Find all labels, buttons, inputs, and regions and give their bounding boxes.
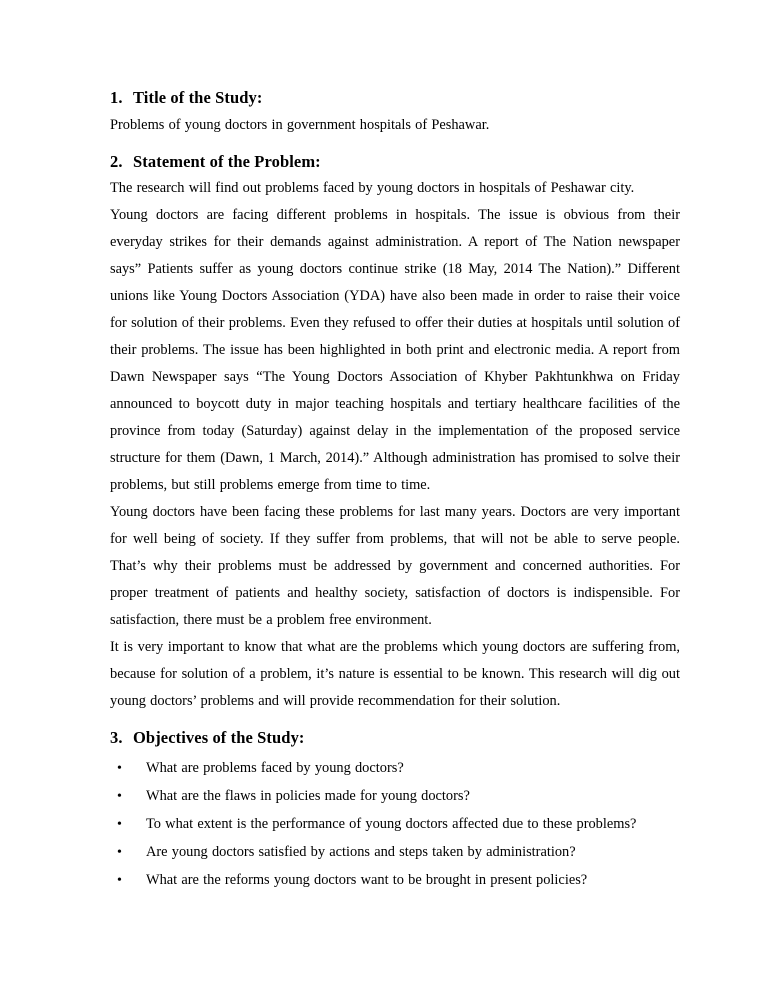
list-item-text: Are young doctors satisfied by actions and steps taken by administration? (146, 843, 576, 860)
section-2-paragraph-1: The research will find out problems faced by young doctors in hospitals of Peshawar city. (110, 180, 635, 197)
section-heading-1 (110, 85, 680, 111)
objectives-list (110, 755, 680, 894)
section-title-3: Objectives of the Study: (133, 728, 305, 748)
bullet-icon: • (117, 872, 122, 888)
list-item-text: What are problems faced by young doctors? (146, 759, 404, 776)
section-2-paragraph-3: Young doctors have been facing these problems for last many years. Doctors are very important for well being of society. If they suffer from problems, that will not be able to serve people. That’s why their problems must be addressed by government and concerned authorities. For proper treatment of patients and healthy society, satisfaction of doctors is indispensible. For satisfaction, there must be a problem free environment. (110, 504, 680, 629)
bullet-icon: • (117, 844, 122, 860)
document-body (110, 85, 680, 894)
section-title-2: Statement of the Problem: (133, 151, 321, 171)
section-1-paragraph-1: Problems of young doctors in government hospitals of Peshawar. (110, 116, 490, 133)
list-item (110, 755, 680, 782)
list-item (110, 811, 680, 838)
section-number-2: 2. (110, 151, 123, 171)
list-item (110, 839, 680, 866)
list-item-text: What are the reforms young doctors want to be brought in present policies? (146, 871, 588, 888)
list-item-text: To what extent is the performance of young doctors affected due to these problems? (146, 815, 637, 832)
list-item-text: What are the flaws in policies made for young doctors? (146, 787, 470, 804)
bullet-icon: • (117, 788, 122, 804)
section-2-paragraph-2: Young doctors are facing different problems in hospitals. The issue is obvious from their everyday strikes for their demands against administration. A report of The Nation newspaper says” Patients suffer as young doctors continue strike (18 May, 2014 The Nation).” Different unions like Young Doctors Association (YDA) have also been made in order to raise their voice for solution of their problems. Even they refused to offer their duties at hospitals until solution of their problems. The issue has been highlighted in both print and electronic media. A report from Dawn Newspaper says “The Young Doctors Association of Khyber Pakhtunkhwa on Friday announced to boycott duty in major teaching hospitals and tertiary healthcare facilities of the province from today (Saturday) against delay in the implementation of the proposed service structure for them (Dawn, 1 March, 2014).” Although administration has promised to solve their problems, but still problems emerge from time to time. (110, 207, 680, 494)
list-item (110, 783, 680, 810)
section-heading-2 (110, 149, 680, 175)
section-number-3: 3. (110, 728, 123, 748)
section-number-1: 1. (110, 88, 123, 107)
list-item (110, 867, 680, 894)
section-title-1: Title of the Study: (133, 88, 263, 107)
bullet-icon: • (117, 816, 122, 832)
section-heading-3 (110, 725, 680, 751)
bullet-icon: • (117, 760, 122, 776)
section-2-paragraph-4: It is very important to know that what are the problems which young doctors are suffering from, because for solution of a problem, it’s nature is essential to be known. This research will dig out young doctors’ problems and will provide recommendation for their solution. (110, 639, 680, 710)
